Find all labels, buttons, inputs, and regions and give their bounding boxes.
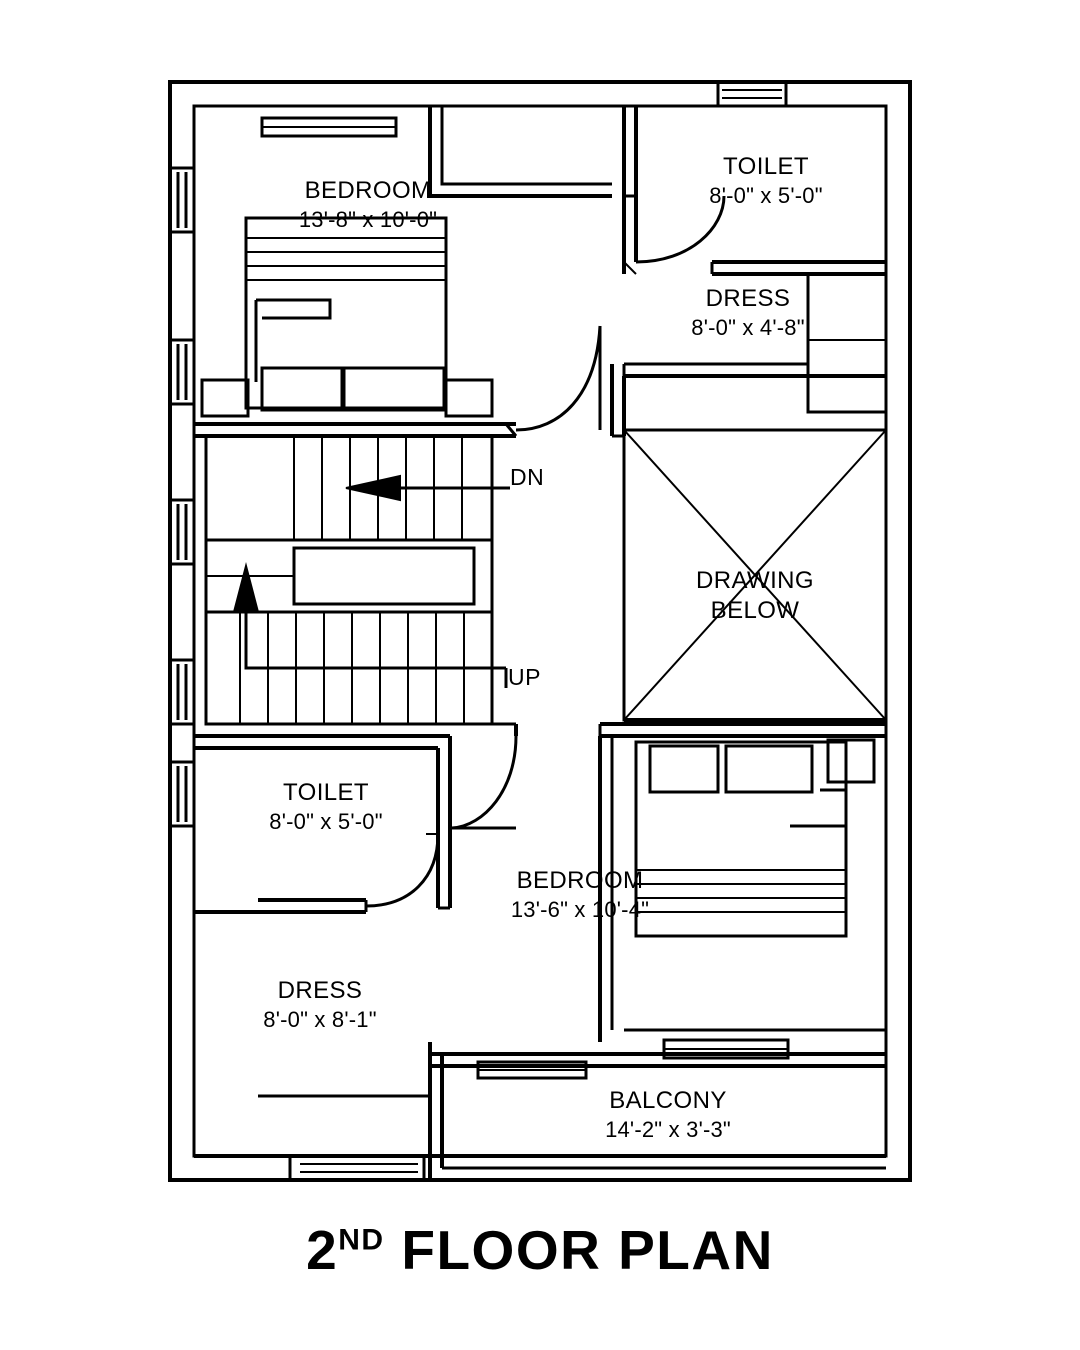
room-dims: 8'-0" x 4'-8" [691, 315, 805, 340]
room-name: BEDROOM [304, 177, 432, 204]
title-rest: FLOOR PLAN [384, 1219, 774, 1281]
room-name: DRESS [277, 977, 363, 1004]
room-name: TOILET [723, 153, 809, 180]
drawing-title [0, 1218, 1080, 1282]
room-name: TOILET [283, 779, 369, 806]
title-number: 2 [306, 1219, 339, 1281]
room-name: DRAWING [696, 567, 814, 594]
room-dims: 14'-2" x 3'-3" [605, 1117, 731, 1142]
room-dims: 8'-0" x 8'-1" [263, 1007, 377, 1032]
room-dims: 8'-0" x 5'-0" [269, 809, 383, 834]
room-name: DRESS [705, 285, 791, 312]
stair-marker-up: UP [508, 664, 541, 690]
room-dims: 13'-6" x 10'-4" [510, 897, 650, 922]
room-dims: 13'-8" x 10'-0" [298, 207, 438, 232]
room-name: BALCONY [609, 1087, 727, 1114]
room-sublabel: BELOW [710, 597, 800, 624]
room-dims: 8'-0" x 5'-0" [709, 183, 823, 208]
room-name: BEDROOM [516, 867, 644, 894]
stair-marker-dn: DN [510, 464, 545, 490]
title-ordinal: ND [338, 1223, 385, 1257]
